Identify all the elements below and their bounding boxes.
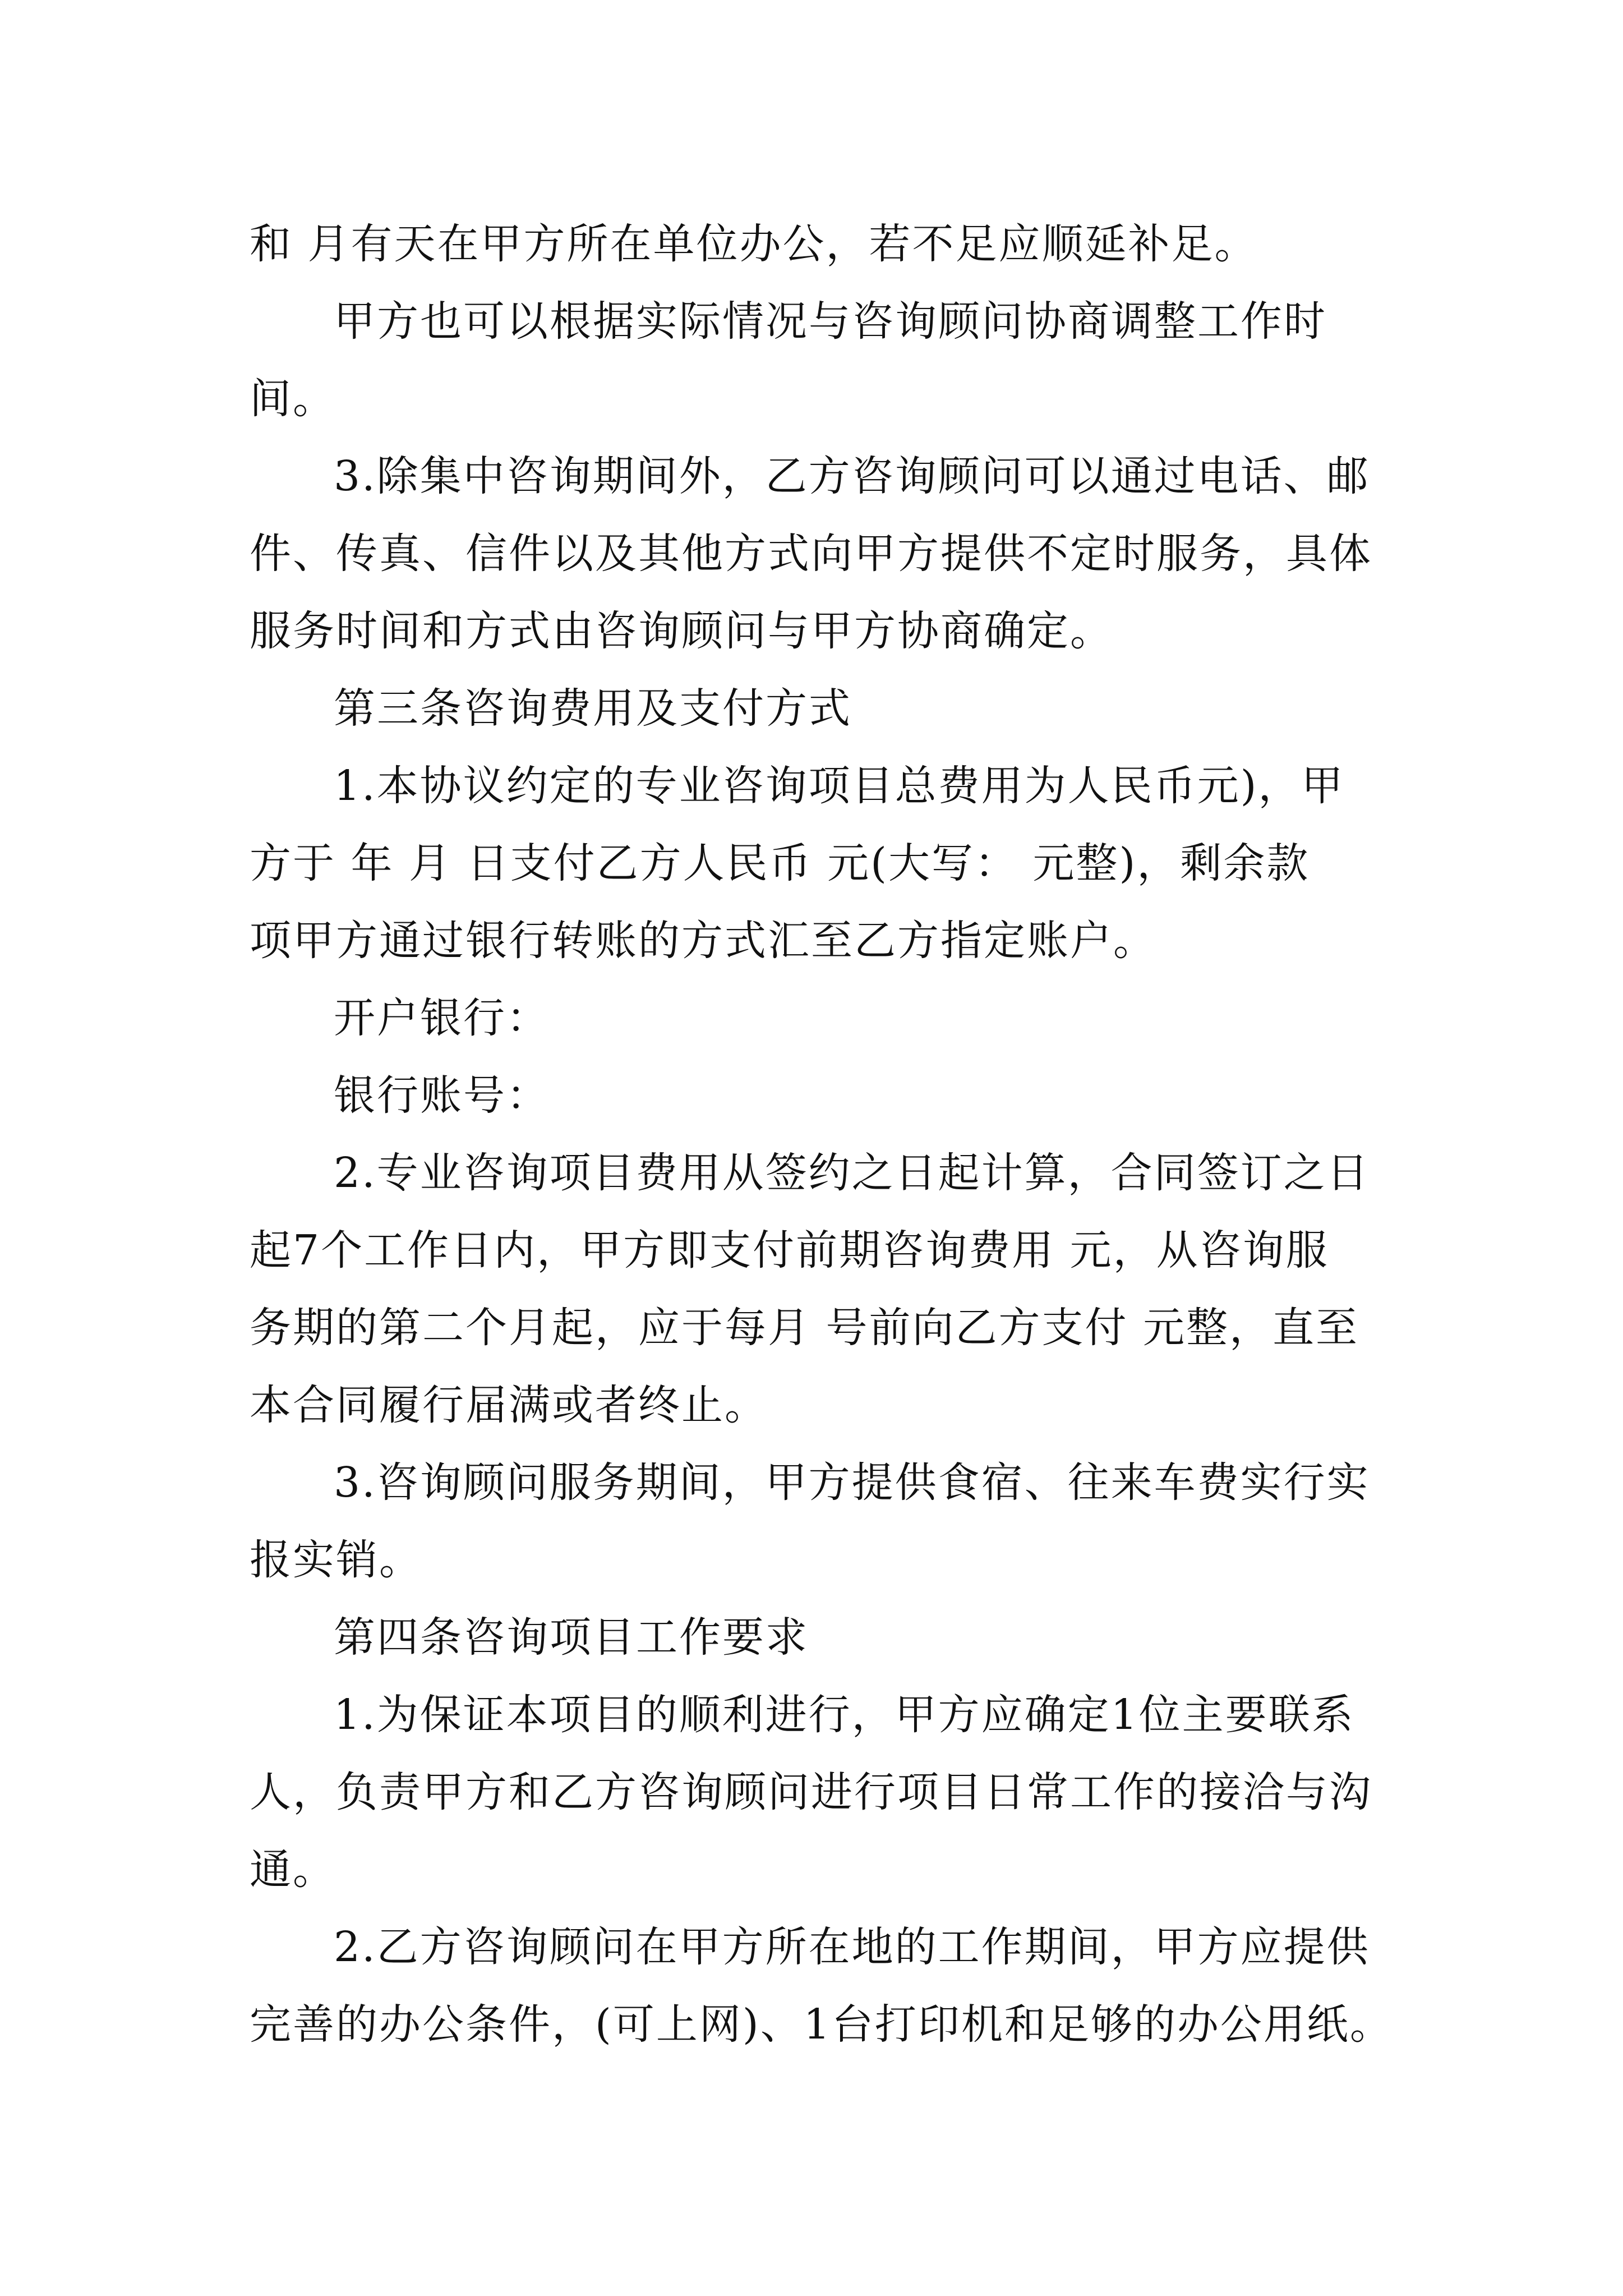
bank-name-label: 开户银行：: [334, 994, 550, 1042]
text-line-21: 人，负责甲方和乙方咨询顾问进行项目日常工作的接洽与沟: [250, 1768, 1372, 1816]
text-line-5: 件、传真、信件以及其他方式向甲方提供不定时服务，具体: [250, 530, 1372, 578]
text-line-24: 完善的办公条件，(可上网)、1台打印机和足够的办公用纸。: [250, 2000, 1393, 2049]
text-line-10: 项甲方通过银行转账的方式汇至乙方指定账户。: [250, 917, 1156, 965]
text-line-18: 报实销。: [250, 1536, 422, 1584]
text-line-8: 1.本协议约定的专业咨询项目总费用为人民币元)，甲: [334, 762, 1345, 810]
section-heading-4: 第四条咨询项目工作要求: [334, 1613, 809, 1662]
text-line-2: 甲方也可以根据实际情况与咨询顾问协商调整工作时: [334, 297, 1327, 346]
bank-account-label: 银行账号：: [334, 1071, 550, 1120]
text-line-4: 3.除集中咨询期间外，乙方咨询顾问可以通过电话、邮: [334, 452, 1370, 500]
text-line-23: 2.乙方咨询顾问在甲方所在地的工作期间，甲方应提供: [334, 1923, 1370, 1971]
text-line-20: 1.为保证本项目的顺利进行，甲方应确定1位主要联系: [334, 1691, 1355, 1739]
text-line-9: 方于 年 月 日支付乙方人民币 元(大写： 元整)，剩余款: [250, 839, 1310, 887]
section-heading-3: 第三条咨询费用及支付方式: [334, 684, 852, 733]
text-line-17: 3.咨询顾问服务期间，甲方提供食宿、往来车费实行实: [334, 1458, 1370, 1507]
text-line-15: 务期的第二个月起，应于每月 号前向乙方支付 元整，直至: [250, 1304, 1359, 1352]
text-line-16: 本合同履行届满或者终止。: [250, 1381, 768, 1429]
text-line-1: 和 月有天在甲方所在单位办公，若不足应顺延补足。: [250, 220, 1258, 268]
text-line-6: 服务时间和方式由咨询顾问与甲方协商确定。: [250, 607, 1113, 655]
text-line-22: 通。: [250, 1846, 336, 1894]
text-line-13: 2.专业咨询项目费用从签约之日起计算，合同签订之日: [334, 1149, 1370, 1197]
text-line-14: 起7个工作日内，甲方即支付前期咨询费用 元，从咨询服: [250, 1226, 1329, 1274]
text-line-3: 间。: [250, 375, 336, 423]
